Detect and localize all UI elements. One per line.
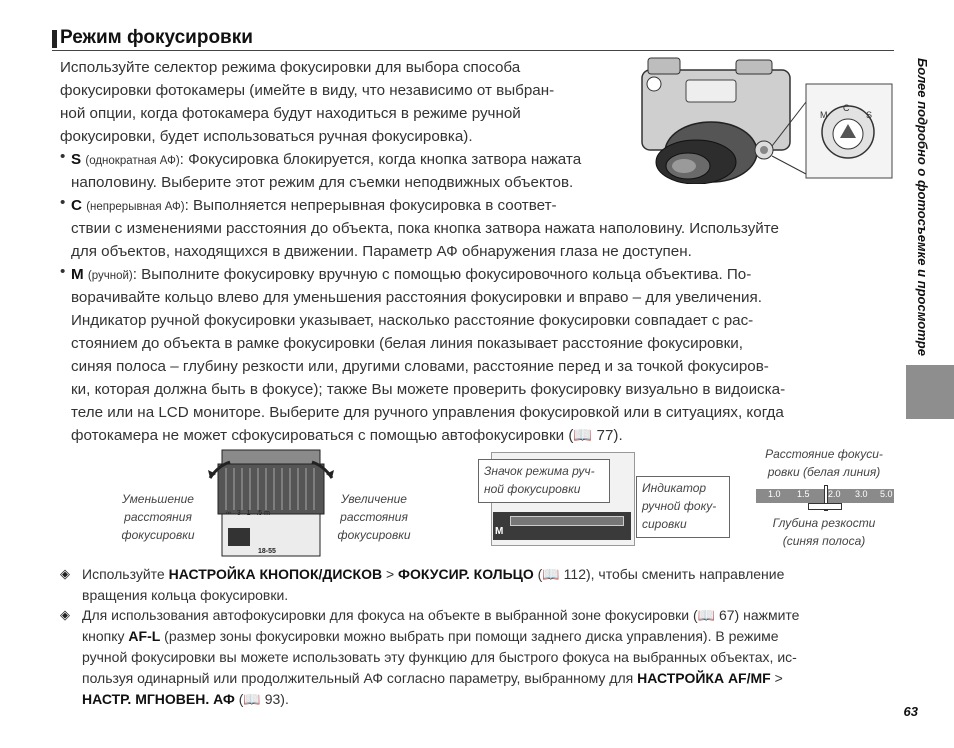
caption-line: Значок режима руч- — [484, 464, 595, 478]
mf-icon-callout — [478, 459, 610, 503]
focus-scale-tick: 3.0 — [855, 489, 868, 499]
depth-of-field-caption — [754, 514, 894, 550]
bullet-m-line: Индикатор ручной фокусировки указывает, насколько расстояние фокусировки совпадает с рас- — [71, 312, 754, 329]
lens-scale-mark: 1 — [246, 510, 251, 517]
note-icon: ◈ — [60, 566, 70, 581]
note-text: (📖 112), чтобы сменить направление — [533, 566, 785, 582]
note-2-line — [82, 626, 779, 647]
mode-letter-s: S — [71, 151, 82, 168]
depth-of-field-bar — [808, 503, 842, 510]
caption-line: Расстояние фокуси- — [765, 447, 883, 461]
mode-letter-c: C — [71, 197, 82, 214]
intro-line: фокусировки фотокамеры (имейте в виду, что независимо от выбран- — [60, 82, 555, 99]
caption-line: ровки (белая линия) — [767, 465, 881, 479]
intro-line: фокусировки, будет использоваться ручная фокусировка). — [60, 128, 473, 145]
caption-line: Индикатор — [642, 481, 707, 495]
note-text: > — [770, 670, 783, 686]
caption-line: фокусировки — [121, 528, 195, 542]
focus-scale-tick: 5.0 — [880, 489, 893, 499]
caption-line: Глубина резкости — [772, 516, 876, 530]
note-icon: ◈ — [60, 607, 70, 622]
caption-line: фокусировки — [337, 528, 411, 542]
mode-name-c: (непрерывная АФ) — [86, 201, 185, 213]
mode-letter-m: M — [71, 266, 84, 283]
section-tab-label: Более подробно о фотосъемке и просмотре — [915, 58, 930, 356]
heading-bar — [52, 30, 57, 48]
note-1-line: вращения кольца фокусировки. — [82, 587, 289, 603]
lens-left-caption — [112, 490, 204, 544]
bullet-m-line: стоянием до объекта в рамке фокусировки (белая линия показывает расстояние фокусировки, — [71, 335, 743, 352]
mode-name-s: (однократная АФ) — [85, 155, 180, 167]
lens-illustration — [208, 448, 334, 560]
afl-button: AF-L — [128, 628, 161, 644]
caption-line: расстояния — [340, 510, 408, 524]
lens-right-caption — [328, 490, 420, 544]
caption-line: Увеличение — [341, 492, 407, 506]
bullet-m-line: теле или на LCD мониторе. Выберите для ручного управления фокусировкой или в ситуациях, когда — [71, 404, 784, 421]
lens-scale-mark: 3 — [236, 510, 241, 517]
note-2-line: ручной фокусировки вы можете использовать эту функцию для быстрого фокуса на выбранных объектах, ис- — [82, 649, 797, 665]
intro-line: ной опции, когда фотокамера будут находиться в режиме ручной — [60, 105, 521, 122]
caption-line: сировки — [642, 517, 687, 531]
selector-label-c: C — [843, 103, 850, 113]
bullet-m-line: фотокамера не может сфокусироваться с помощью автофокусировки (📖 77). — [71, 427, 623, 444]
lens-distance-scale — [226, 510, 270, 517]
page-title: Режим фокусировки — [60, 27, 253, 48]
section-tab-text — [912, 58, 936, 362]
menu-focus-ring: ФОКУСИР. КОЛЬЦО — [398, 566, 534, 582]
focus-scale-tick: 1.0 — [768, 489, 781, 499]
lens-model: 18-55 — [258, 548, 276, 555]
menu-button-settings: НАСТРОЙКА КНОПОК/ДИСКОВ — [168, 566, 383, 582]
caption-line: (синяя полоса) — [782, 534, 866, 548]
bullet-m-text: : Выполните фокусировку вручную с помощью фокусировочного кольца объектива. По- — [132, 266, 752, 283]
bullet-s — [71, 148, 581, 173]
bullet-m — [71, 263, 751, 288]
bullet-s-line: наполовину. Выберите этот режим для съемки неподвижных объектов. — [71, 174, 574, 191]
lens-scale-mark: ∞ — [226, 510, 231, 517]
focus-distance-caption — [754, 445, 894, 481]
bullet-m-line: ки, которая должна быть в фокусе); также Вы можете проверить фокусировку визуально в видоиска- — [71, 381, 786, 398]
mode-name-m: (ручной) — [87, 270, 133, 282]
note-2-line — [82, 668, 783, 689]
lens-scale-mark: m — [264, 510, 270, 517]
note-1 — [82, 564, 784, 585]
section-tab-marker — [906, 365, 954, 419]
bullet-dot: • — [60, 263, 66, 280]
bullet-m-line: ворачивайте кольцо влево для уменьшения расстояния фокусировки и вправо – для увеличения. — [71, 289, 762, 306]
note-text: > — [382, 566, 399, 582]
note-2-line — [82, 689, 289, 710]
bullet-dot: • — [60, 194, 66, 211]
selector-label-s: S — [866, 110, 873, 120]
mf-indicator-callout — [636, 476, 730, 538]
screen-focus-indicator — [510, 516, 624, 526]
bullet-c-text: : Выполняется непрерывная фокусировка в соответ- — [184, 197, 557, 214]
intro-line: Используйте селектор режима фокусировки для выбора способа — [60, 59, 521, 76]
note-text: кнопку — [82, 628, 129, 644]
bullet-c-line: для объектов, находящихся в движении. Параметр АФ обнаружения глаза не доступен. — [71, 243, 692, 260]
screen-mode-letter: M — [495, 526, 504, 537]
note-text: (размер зоны фокусировки можно выбрать при помощи заднего диска управления). В режиме — [160, 628, 779, 644]
focus-scale-tick: 1.5 — [797, 489, 810, 499]
caption-line: ной фокусировки — [484, 482, 581, 496]
note-text: (📖 93). — [234, 691, 289, 707]
caption-line: расстояния — [124, 510, 192, 524]
selector-label-m: M — [820, 110, 828, 120]
lens-scale-mark: .5 — [256, 510, 263, 517]
note-text: пользуя одинарный или продолжительный АФ согласно параметру, выбранному для — [82, 670, 638, 686]
bullet-dot: • — [60, 148, 66, 165]
camera-illustration — [636, 54, 896, 184]
menu-instant-af: НАСТР. МГНОВЕН. АФ — [82, 691, 235, 707]
bullet-s-text: : Фокусировка блокируется, когда кнопка затвора нажата — [179, 151, 582, 168]
focus-scale-tick: 2.0 — [828, 489, 841, 499]
note-text: Используйте — [82, 566, 169, 582]
heading-rule — [52, 50, 894, 51]
bullet-c-line: ствии с изменениями расстояния до объекта, пока кнопка затвора нажата наполовину. Используйте — [71, 220, 780, 237]
bullet-m-line: синяя полоса – глубину резкости или, другими словами, расстояние перед и за точкой фокусиров- — [71, 358, 769, 375]
caption-line: ручной фоку- — [642, 499, 717, 513]
bullet-c — [71, 194, 557, 219]
note-2-line: Для использования автофокусировки для фокуса на объекте в выбранной зоне фокусировки (📖 67) нажмите — [82, 607, 800, 623]
page-number: 63 — [903, 704, 918, 719]
caption-line: Уменьшение — [122, 492, 194, 506]
menu-af-mf-settings: НАСТРОЙКА AF/MF — [637, 670, 771, 686]
